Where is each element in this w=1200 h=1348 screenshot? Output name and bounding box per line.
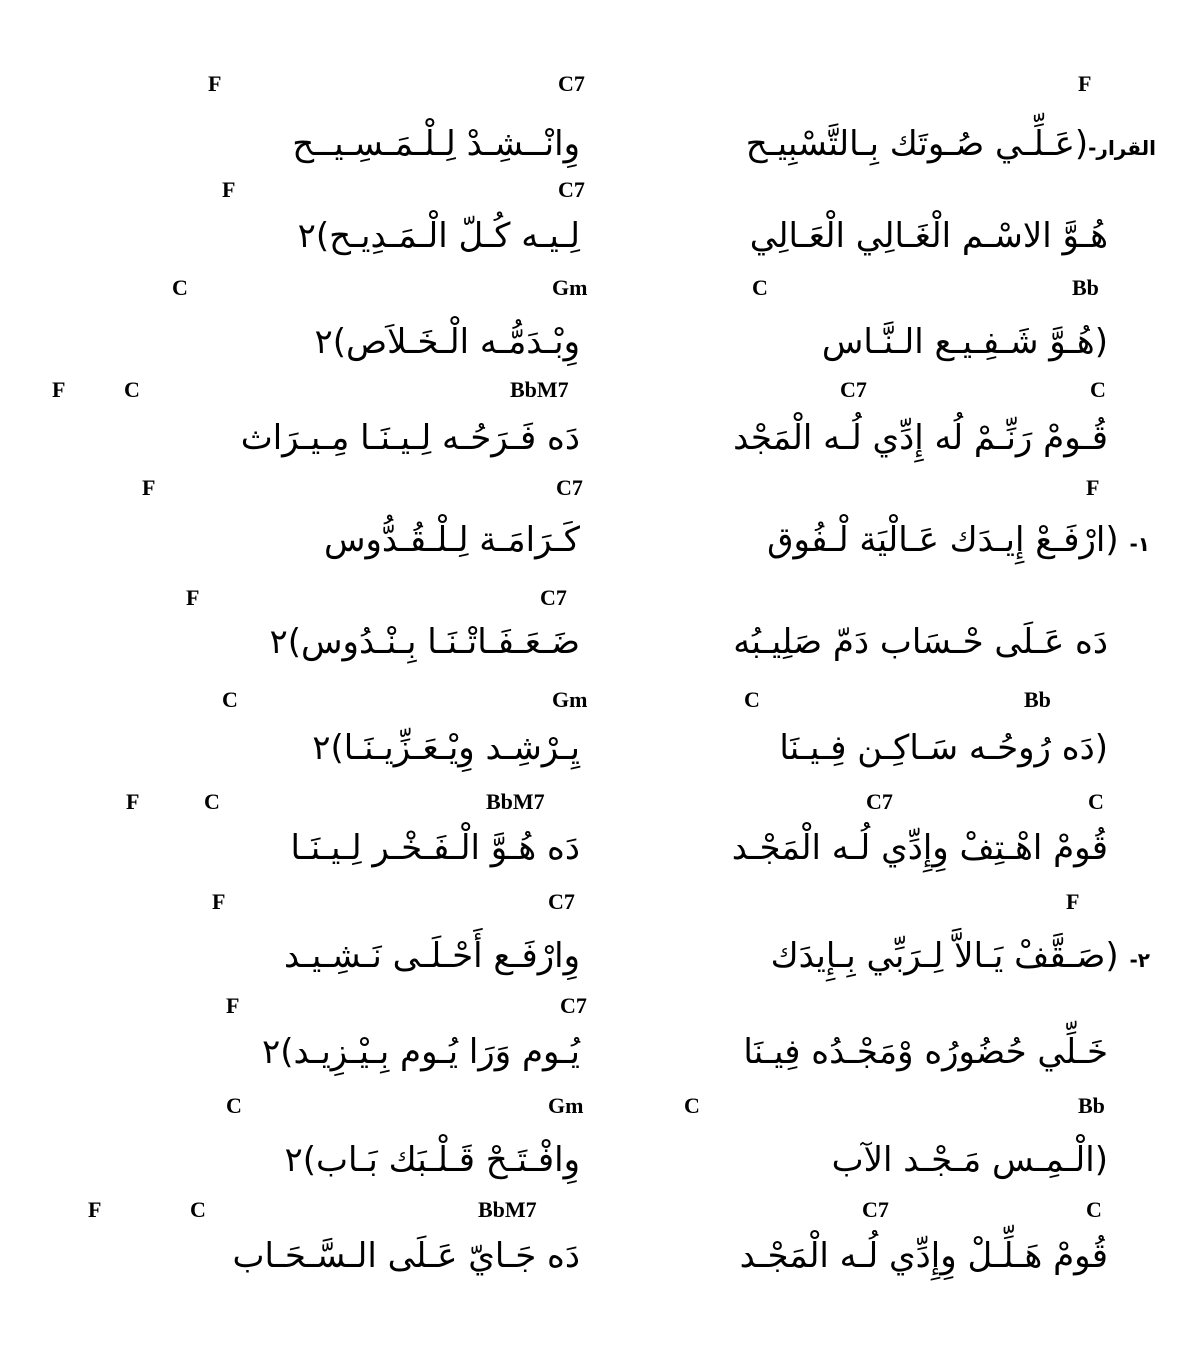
lyric-line-right (746, 122, 1156, 170)
chord: C7 (548, 889, 575, 914)
refrain-label: القرار- (1088, 136, 1156, 160)
lyric-line-left: وِبْـدَمُّـه الْـخَـلاَص)٢ (314, 322, 580, 362)
chord: C (744, 687, 760, 712)
chord: Bb (1024, 687, 1051, 712)
chord: C7 (556, 475, 583, 500)
lyric-text: (ارْفَـعْ إِيـدَك عَـالْيَة لْـفُوق (767, 520, 1119, 560)
chord: F (142, 475, 156, 500)
lyric-line-right: (هُـوَّ شَـفِـيـع الـنَّـاس (821, 322, 1108, 362)
chord: F (1078, 71, 1092, 96)
chord: Gm (552, 687, 588, 712)
lyric-line-left: يِـرْشِـد وِيْـعَـزِّيـنَـا)٢ (312, 728, 580, 768)
lyric-line-left: وِانْــشِـدْ لِـلْـمَـسِـيــح (292, 124, 580, 164)
chord: C (124, 377, 140, 402)
lyric-line-left: دَه هُـوَّ الْـفَـخْـر لِـيـنَـا (290, 828, 580, 868)
chord: C (684, 1093, 700, 1118)
lyric-line-right: هُـوَّ الاسْـم الْغَـالِي الْعَـالِي (749, 216, 1108, 256)
chord: C (752, 275, 768, 300)
chord: C7 (560, 993, 587, 1018)
chord: F (208, 71, 222, 96)
chord: C (190, 1197, 206, 1222)
lyric-line-right: قُومْ هَـلِّـلْ وِإِدِّي لُـه الْمَجْـد (739, 1236, 1108, 1276)
chord: C7 (866, 789, 893, 814)
lyric-line-left: وِارْفَـع أَحْـلَـى نَـشِـيـد (284, 936, 580, 976)
chord: Bb (1072, 275, 1099, 300)
lyric-line-left: دَه فَـرَحُـه لِـيـنَـا مِـيـرَاث (240, 418, 580, 458)
chord: C7 (540, 585, 567, 610)
lyric-line-right (771, 934, 1150, 982)
chord: F (88, 1197, 102, 1222)
lyric-line-left: وِافْـتَـحْ قَـلْـبَك بَـاب)٢ (284, 1140, 580, 1180)
chord: BbM7 (510, 377, 569, 402)
chord: F (1086, 475, 1100, 500)
chord: C (1090, 377, 1106, 402)
chord: C (222, 687, 238, 712)
lyric-line-right: (دَه رُوحُـه سَـاكِـن فِـيـنَا (779, 728, 1108, 768)
chord: C7 (558, 177, 585, 202)
lyric-line-right: دَه عَـلَى حْـسَاب دَمّ صَلِيـبُه (733, 622, 1108, 662)
chord: F (226, 993, 240, 1018)
lyric-line-left: كَـرَامَـة لِـلْـقُـدُّوس (323, 520, 580, 560)
chord: F (126, 789, 140, 814)
chord: C (1088, 789, 1104, 814)
chord: F (222, 177, 236, 202)
lyric-line-left: ضَـعَـفَـاتْـنَـا بِـنْـدُوس)٢ (269, 622, 580, 662)
chord: F (186, 585, 200, 610)
chord: F (52, 377, 66, 402)
chord: F (212, 889, 226, 914)
lyric-line-right (767, 518, 1150, 566)
chord: Gm (552, 275, 588, 300)
verse-number: ١- (1129, 532, 1150, 556)
chord: C (172, 275, 188, 300)
lyric-line-left: لِـيـه كُـلّ الْـمَـدِيـح)٢ (297, 216, 580, 256)
chord: C (226, 1093, 242, 1118)
lyric-line-right: قُـومْ رَنِّـمْ لُه إِدِّي لُـه الْمَجْد (733, 418, 1108, 458)
lyric-line-left: يُـوم وَرَا يُـوم بِـيْـزِيـد)٢ (262, 1032, 580, 1072)
chord: F (1066, 889, 1080, 914)
lyric-text: (صَـقَّفْ يَـالاَّ لِـرَبِّي بِـإِيدَك (770, 936, 1119, 976)
chord: Bb (1078, 1093, 1105, 1118)
chord: Gm (548, 1093, 584, 1118)
chord: C7 (558, 71, 585, 96)
verse-number: ٢- (1129, 948, 1150, 972)
lyric-line-right: قُومْ اهْـتِفْ وِإِدِّي لُـه الْمَجْـد (731, 828, 1108, 868)
chord: BbM7 (486, 789, 545, 814)
chord: C7 (840, 377, 867, 402)
chord: C (204, 789, 220, 814)
lyric-line-left: دَه جَـايّ عَـلَى الـسَّـحَـاب (232, 1236, 580, 1276)
lyric-text: (عَـلِّـي صُـوتَك بِـالتَّسْبِيـح (745, 124, 1089, 164)
lyric-line-right: خَـلِّي حُضُورُه وْمَجْـدُه فِيـنَا (743, 1032, 1108, 1072)
chord: C7 (862, 1197, 889, 1222)
chord: BbM7 (478, 1197, 537, 1222)
lyric-line-right: (الْـمِـس مَـجْـد الآب (831, 1140, 1108, 1180)
chord: C (1086, 1197, 1102, 1222)
